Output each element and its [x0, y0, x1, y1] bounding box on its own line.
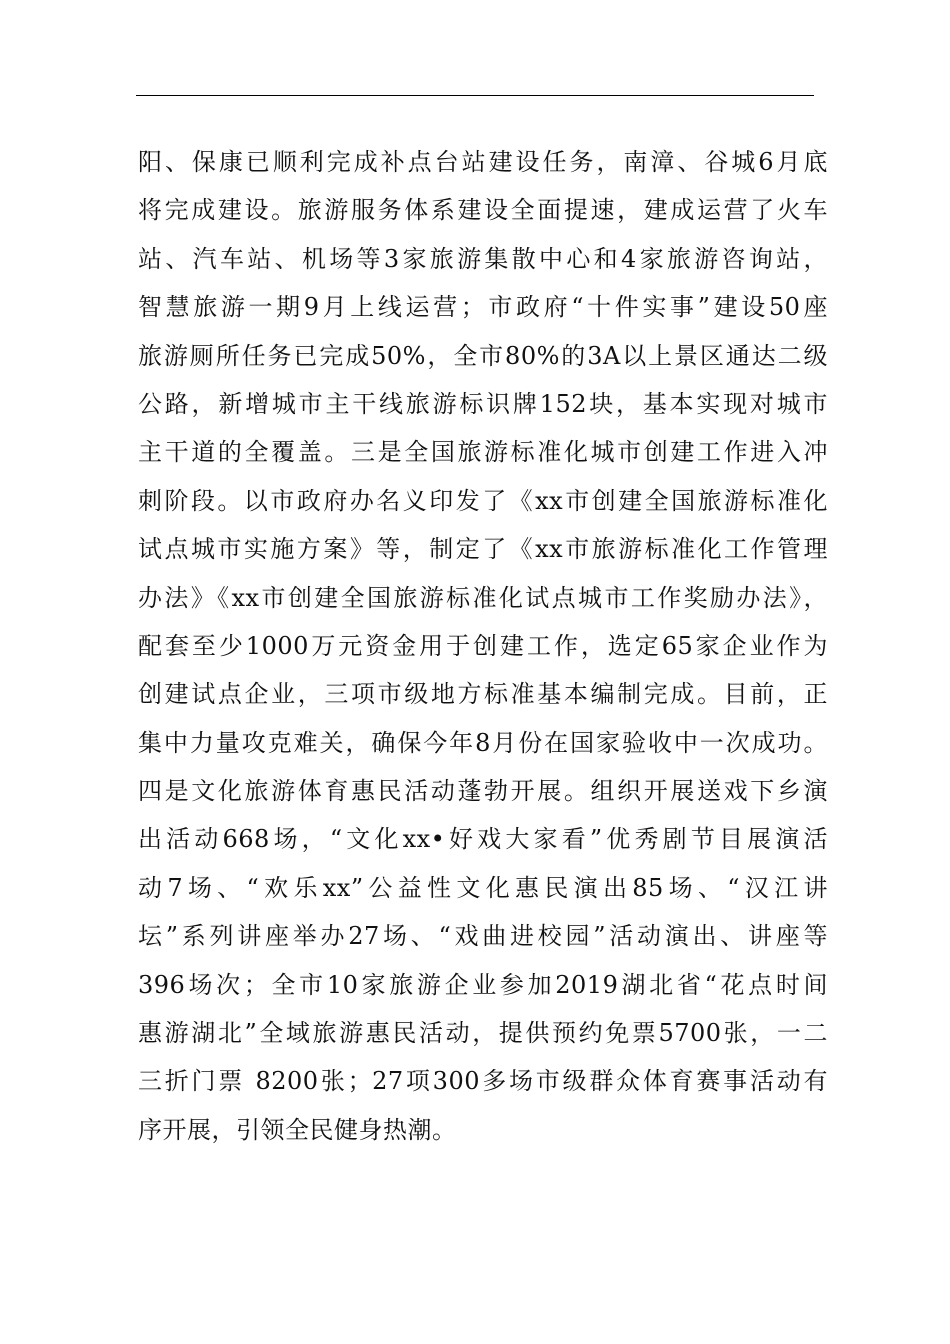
text-line: 办法》《xx市创建全国旅游标准化试点城市工作奖励办法》，	[138, 583, 828, 612]
header-rule	[136, 95, 814, 96]
body-paragraph	[138, 138, 828, 1154]
text-line: 三折门票 8200张；27项300多场市级群众体育赛事活动有	[138, 1067, 828, 1096]
text-line: 出活动668场，“文化xx•好戏大家看”优秀剧节目展演活	[138, 825, 828, 854]
text-line: 试点城市实施方案》等，制定了《xx市旅游标准化工作管理	[138, 535, 828, 564]
text-line: 惠游湖北”全域旅游惠民活动，提供预约免票5700张，一二	[138, 1019, 828, 1048]
text-line: 序开展，引领全民健身热潮。	[138, 1115, 457, 1144]
text-line: 阳、保康已顺利完成补点台站建设任务，南漳、谷城6月底	[138, 148, 828, 176]
text-line: 创建试点企业，三项市级地方标准基本编制完成。目前，正	[138, 680, 828, 709]
text-line: 配套至少1000万元资金用于创建工作，选定65家企业作为	[138, 631, 828, 660]
text-line: 集中力量攻克难关，确保今年8月份在国家验收中一次成功。	[138, 728, 828, 757]
text-line: 将完成建设。旅游服务体系建设全面提速，建成运营了火车	[138, 196, 828, 225]
text-line: 四是文化旅游体育惠民活动蓬勃开展。组织开展送戏下乡演	[138, 777, 828, 806]
text-line: 站、汽车站、机场等3家旅游集散中心和4家旅游咨询站，	[138, 244, 828, 273]
text-line: 主干道的全覆盖。三是全国旅游标准化城市创建工作进入冲	[138, 438, 828, 467]
text-line: 动7场、“欢乐xx”公益性文化惠民演出85场、“汉江讲	[138, 873, 828, 902]
text-line: 坛”系列讲座举办27场、“戏曲进校园”活动演出、讲座等	[138, 922, 828, 951]
text-line: 旅游厕所任务已完成50%，全市80%的3A以上景区通达二级	[138, 341, 828, 370]
text-line: 刺阶段。以市政府办名义印发了《xx市创建全国旅游标准化	[138, 486, 828, 515]
text-line: 智慧旅游一期9月上线运营；市政府“十件实事”建设50座	[138, 293, 828, 322]
text-line: 公路，新增城市主干线旅游标识牌152块，基本实现对城市	[138, 389, 828, 418]
text-line: 396场次；全市10家旅游企业参加2019湖北省“花点时间	[138, 970, 828, 999]
